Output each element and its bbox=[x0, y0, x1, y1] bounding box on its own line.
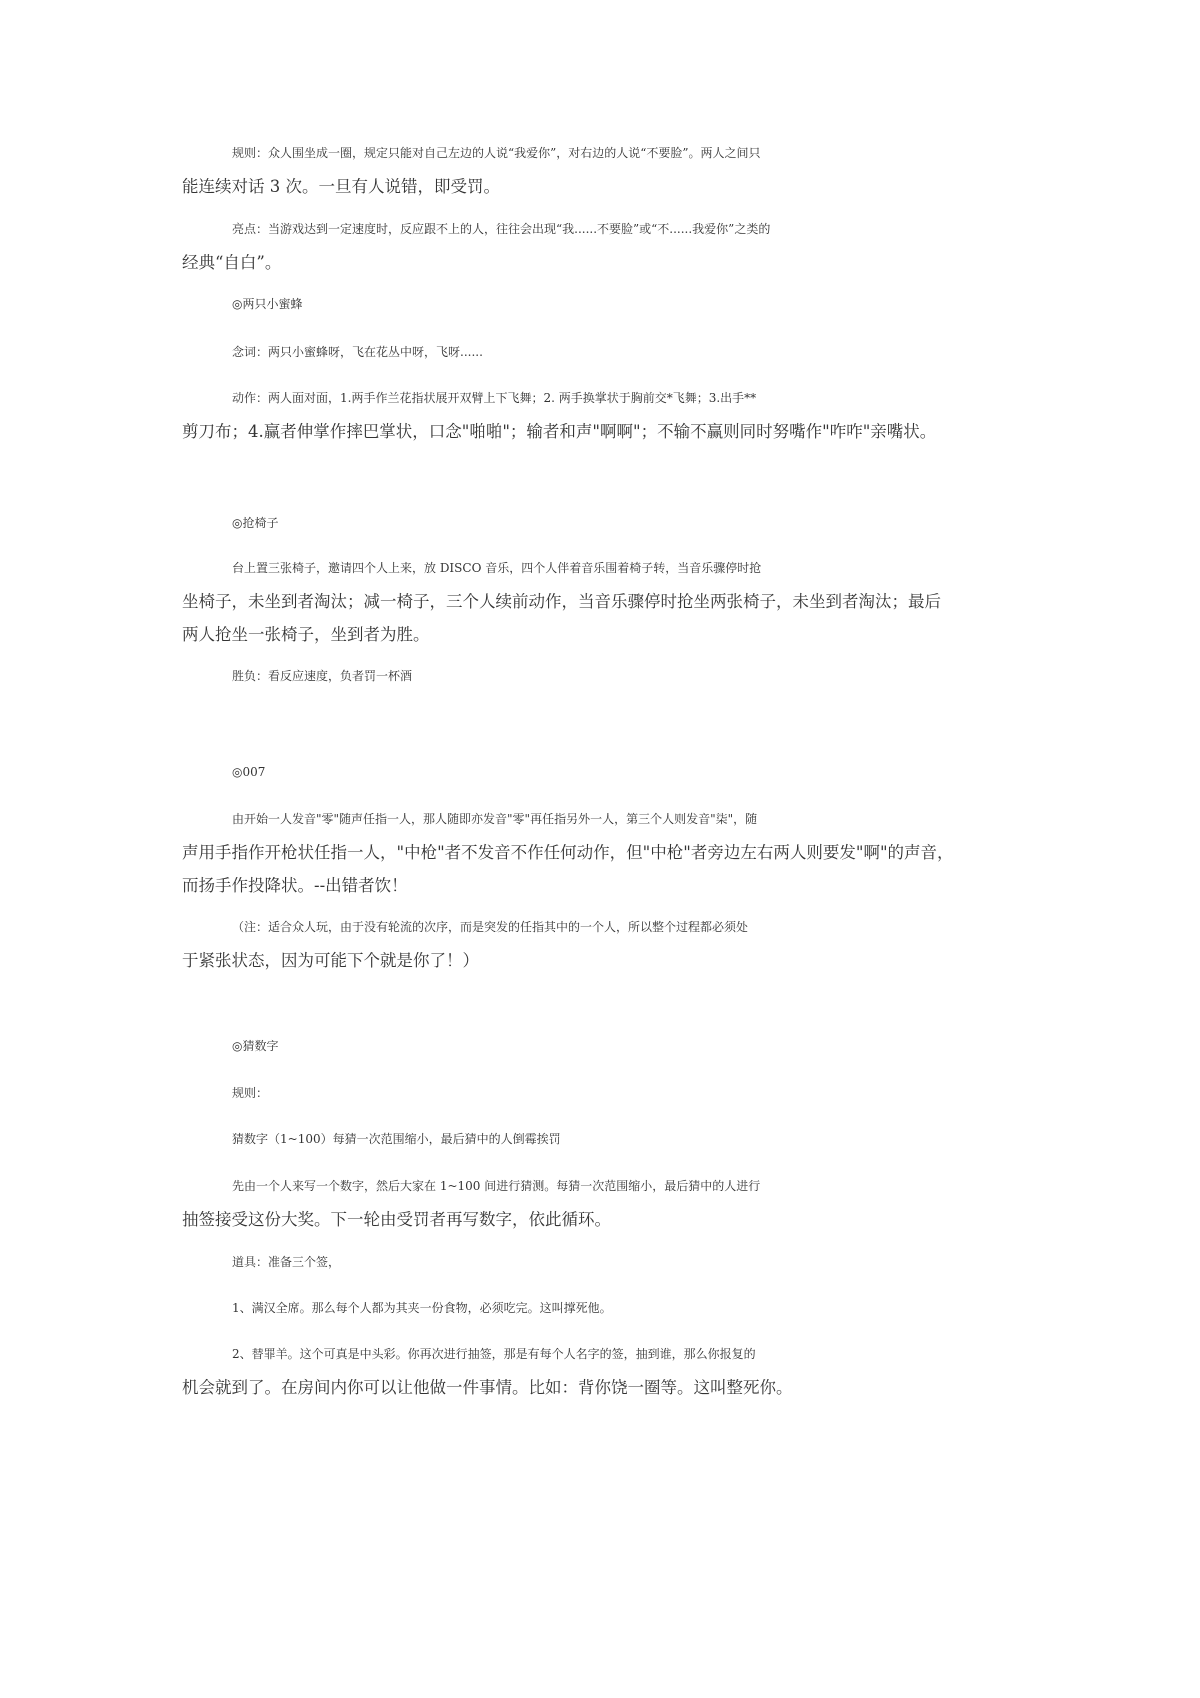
text-line: 规则：众人围坐成一圈，规定只能对自己左边的人说“我爱你”，对右边的人说“不要脸”。两人之间只 bbox=[232, 146, 761, 160]
text-line: 而扬手作投降状。--出错者饮！ bbox=[182, 876, 408, 895]
section-heading-chairs bbox=[182, 507, 1022, 540]
section-heading-guess bbox=[182, 1030, 1022, 1063]
list-item-2 bbox=[182, 1338, 1022, 1404]
text-line: 坐椅子，未坐到者淘汰；减一椅子，三个人续前动作，当音乐骤停时抢坐两张椅子，未坐到者淘汰；最后 bbox=[182, 592, 941, 611]
paragraph-007 bbox=[182, 803, 1022, 902]
text-line: 经典“自白”。 bbox=[182, 253, 282, 272]
text-line: 台上置三张椅子，邀请四个人上来，放 DISCO 音乐，四个人伴着音乐围着椅子转，当音乐骤停时抢 bbox=[232, 561, 762, 575]
text-line: 道具：准备三个签， bbox=[232, 1255, 341, 1269]
heading-text: ◎抢椅子 bbox=[232, 516, 279, 530]
heading-text: ◎两只小蜜蜂 bbox=[232, 297, 303, 311]
paragraph-rule-summary bbox=[182, 1123, 1022, 1156]
text-line: 由开始一人发音"零"随声任指一人，那人随即亦发音"零"再任指另外一人，第三个人则发音"柒"，随 bbox=[232, 812, 758, 826]
paragraph-rule bbox=[182, 137, 1022, 203]
text-line: 机会就到了。在房间内你可以让他做一件事情。比如：背你饶一圈等。这叫整死你。 bbox=[182, 1378, 793, 1397]
paragraph-chairs bbox=[182, 552, 1022, 651]
text-line: 抽签接受这份大奖。下一轮由受罚者再写数字，依此循环。 bbox=[182, 1210, 611, 1229]
paragraph-actions bbox=[182, 382, 1022, 448]
text-line: 能连续对话 3 次。一旦有人说错，即受罚。 bbox=[182, 177, 500, 196]
text-line: 规则： bbox=[232, 1086, 269, 1100]
text-line: 念词：两只小蜜蜂呀，飞在花丛中呀，飞呀...... bbox=[232, 345, 483, 359]
paragraph-highlight bbox=[182, 213, 1022, 279]
text-line: 猜数字（1~100）每猜一次范围缩小，最后猜中的人倒霉挨罚 bbox=[232, 1132, 561, 1146]
paragraph-lyrics bbox=[182, 336, 1022, 369]
text-line: 1、满汉全席。那么每个人都为其夹一份食物，必须吃完。这叫撑死他。 bbox=[232, 1301, 612, 1315]
heading-text: ◎猜数字 bbox=[232, 1039, 279, 1053]
paragraph-result bbox=[182, 660, 1022, 693]
paragraph-rule-detail bbox=[182, 1170, 1022, 1236]
text-line: 2、替罪羊。这个可真是中头彩。你再次进行抽签，那是有每个人名字的签，抽到谁，那么你报复的 bbox=[232, 1347, 756, 1361]
text-line: 亮点：当游戏达到一定速度时，反应跟不上的人，往往会出现“我......不要脸”或“不......我爱你”之类的 bbox=[232, 222, 771, 236]
text-line: 于紧张状态，因为可能下个就是你了！） bbox=[182, 951, 479, 970]
paragraph-props bbox=[182, 1246, 1022, 1279]
paragraph-rule-label bbox=[182, 1077, 1022, 1110]
text-line: （注：适合众人玩，由于没有轮流的次序，而是突发的任指其中的一个人，所以整个过程都必须处 bbox=[232, 920, 749, 934]
section-heading-007 bbox=[182, 756, 1022, 789]
text-line: 两人抢坐一张椅子，坐到者为胜。 bbox=[182, 625, 430, 644]
heading-text: ◎007 bbox=[232, 765, 266, 779]
section-heading-bees bbox=[182, 288, 1022, 321]
list-item-1 bbox=[182, 1292, 1022, 1325]
text-line: 剪刀布；4.赢者伸掌作摔巴掌状，口念"啪啪"；输者和声"啊啊"；不输不赢则同时努嘴作"咋咋"亲嘴状。 bbox=[182, 422, 937, 441]
text-line: 先由一个人来写一个数字，然后大家在 1~100 间进行猜测。每猜一次范围缩小，最后猜中的人进行 bbox=[232, 1179, 761, 1193]
text-line: 声用手指作开枪状任指一人，"中枪"者不发音不作任何动作，但"中枪"者旁边左右两人则要发"啊"的声音， bbox=[182, 843, 954, 862]
paragraph-note bbox=[182, 911, 1022, 977]
text-line: 胜负：看反应速度，负者罚一杯酒 bbox=[232, 669, 413, 683]
text-line: 动作：两人面对面，1.两手作兰花指状展开双臂上下飞舞；2. 两手换掌状于胸前交*飞舞；3.出手** bbox=[232, 391, 757, 405]
